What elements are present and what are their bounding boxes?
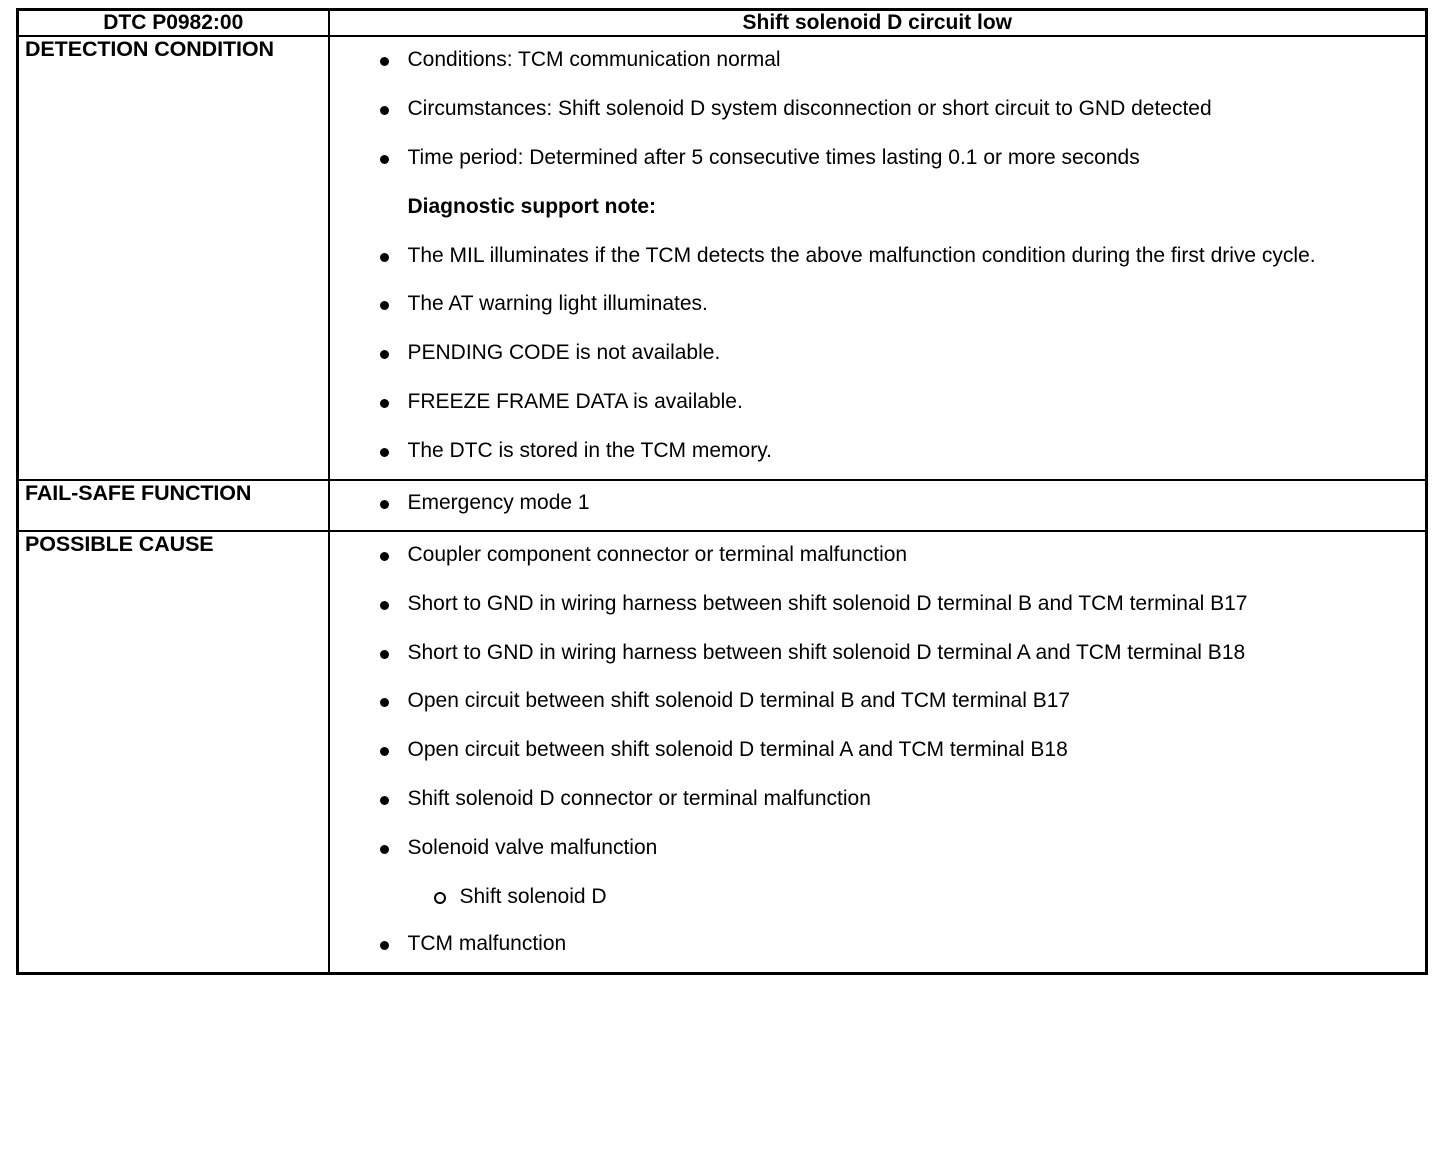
row-label-text: DETECTION CONDITION (25, 37, 274, 61)
list-item: PENDING CODE is not available. (330, 340, 1408, 367)
row-label-text: POSSIBLE CAUSE (25, 531, 214, 556)
list-item: Time period: Determined after 5 consecutive times lasting 0.1 or more seconds (330, 145, 1408, 172)
bullet-list (330, 532, 1426, 972)
bullet-list (330, 37, 1426, 479)
row-label-detection-condition (18, 36, 329, 480)
list-item: Circumstances: Shift solenoid D system disconnection or short circuit to GND detected (330, 96, 1408, 123)
table-row (18, 531, 1427, 973)
diagnostic-support-note-heading: Diagnostic support note: (407, 194, 656, 218)
row-content-possible-cause (329, 531, 1427, 973)
table-row (18, 480, 1427, 531)
table-header-row (18, 10, 1427, 37)
list-item: Shift solenoid D connector or terminal malfunction (330, 786, 1408, 813)
row-label-possible-cause (18, 531, 329, 973)
list-item-sub: Shift solenoid D (330, 884, 1416, 911)
row-label-text: FAIL-SAFE FUNCTION (25, 480, 252, 505)
list-item: The MIL illuminates if the TCM detects the above malfunction condition during the first drive cycle. (330, 243, 1408, 270)
list-item: Solenoid valve malfunction (330, 835, 1408, 862)
list-item: The AT warning light illuminates. (330, 291, 1408, 318)
dtc-title-cell (329, 10, 1427, 37)
row-content-fail-safe-function (329, 480, 1427, 531)
list-item: Open circuit between shift solenoid D terminal B and TCM terminal B17 (330, 688, 1408, 715)
dtc-code-cell (18, 10, 329, 37)
list-item: Short to GND in wiring harness between shift solenoid D terminal B and TCM terminal B17 (330, 591, 1408, 618)
list-item: TCM malfunction (330, 931, 1408, 958)
bullet-list (330, 481, 1426, 530)
list-item: Emergency mode 1 (330, 490, 1408, 517)
list-item: Coupler component connector or terminal malfunction (330, 542, 1408, 569)
dtc-title-label: Shift solenoid D circuit low (742, 11, 1012, 34)
table-row (18, 36, 1427, 480)
list-item: The DTC is stored in the TCM memory. (330, 438, 1408, 465)
row-content-detection-condition (329, 36, 1427, 480)
list-item: Short to GND in wiring harness between shift solenoid D terminal A and TCM terminal B18 (330, 640, 1408, 667)
list-item: Open circuit between shift solenoid D terminal A and TCM terminal B18 (330, 737, 1408, 764)
list-item: FREEZE FRAME DATA is available. (330, 389, 1408, 416)
row-label-fail-safe-function (18, 480, 329, 531)
dtc-table (16, 8, 1428, 975)
dtc-code-label: DTC P0982:00 (103, 11, 244, 34)
list-item: Conditions: TCM communication normal (330, 47, 1408, 74)
